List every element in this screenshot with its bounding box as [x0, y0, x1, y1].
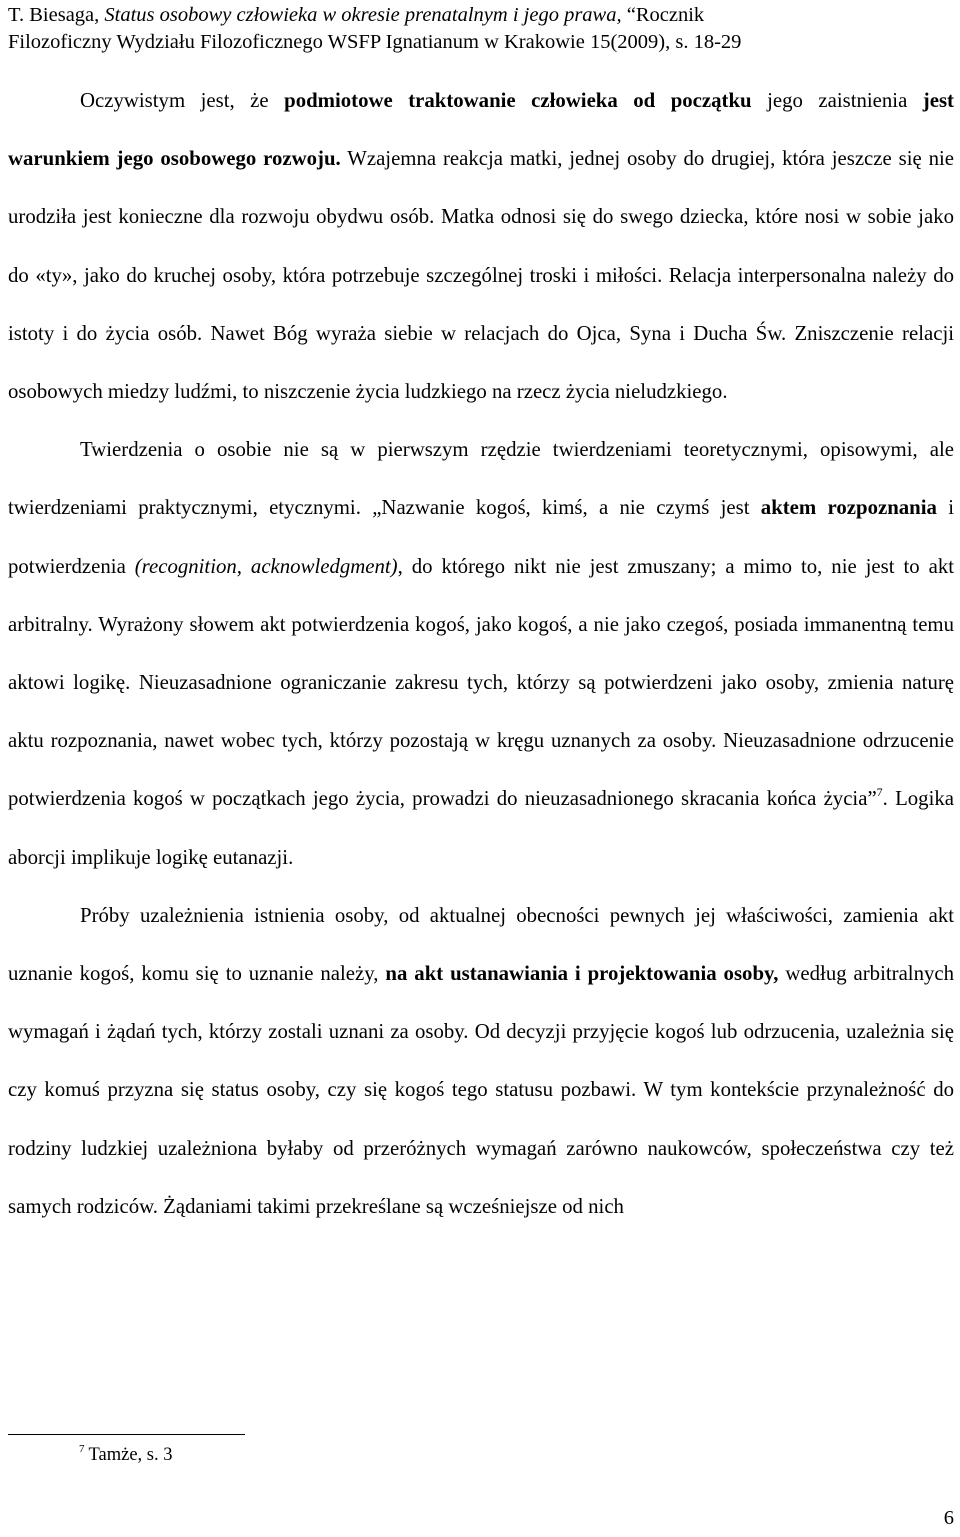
bold-run: jest warunkiem jego osobowego rozwoju.	[8, 89, 954, 171]
running-header	[8, 2, 954, 56]
text-run: . Logika aborcji implikuje logikę eutanazji.	[8, 787, 954, 869]
text-run: Oczywistym jest, że	[80, 89, 285, 112]
paragraph-1	[8, 72, 954, 421]
footnote	[79, 1443, 172, 1467]
header-journal-start: “Rocznik	[621, 4, 705, 26]
text-run: jego zaistnienia	[751, 89, 923, 112]
text-run: według arbitralnych wymagań i żądań tych, którzy zostali uznani za osoby. Od decyzji przyjęcie kogoś lub odrzucenia, uzależnia się czy komuś przyzna się status osoby, czy się kogoś tego statusu pozbawi. W tym kontekście przynależność do rodziny ludzkiej uzależniona byłaby od przeróżnych wymagań zarówno naukowców, społeczeństwa czy też samych rodziców. Żądaniami takimi przekreślane są wcześniejsze od nich	[8, 962, 954, 1218]
text-run: Twierdzenia o osobie nie są w pierwszym rzędzie twierdzeniami teoretycznymi, opisowymi, ale twierdzeniami praktycznymi, etycznymi. „Nazwanie kogoś, kimś, a nie czymś jest	[8, 438, 954, 520]
text-run: i potwierdzenia	[8, 496, 954, 578]
text-run: Wzajemna reakcja matki, jednej osoby do drugiej, która jeszcze się nie urodziła jest konieczne dla rozwoju obydwu osób. Matka odnosi się do swego dziecka, które nosi w sobie jako do «ty», jako do kruchej osoby, która potrzebuje szczególnej troski i miłości. Relacja interpersonalna należy do istoty i do życia osób. Nawet Bóg wyraża siebie w relacjach do Ojca, Syna i Ducha Św. Zniszczenie relacji osobowych miedzy ludźmi, to niszczenie życia ludzkiego na rzecz życia nieludzkiego.	[8, 147, 954, 404]
header-line-2: Filozoficzny Wydziału Filozoficznego WSFP Ignatianum w Krakowie 15(2009), s. 18-29	[8, 31, 742, 53]
footnote-reference: 7	[876, 785, 883, 800]
footnote-separator	[8, 1434, 245, 1435]
bold-run: na akt ustanawiania i projektowania osoby,	[385, 962, 779, 986]
text-run: , do którego nikt nie jest zmuszany; a mimo to, nie jest to akt arbitralny. Wyrażony słowem akt potwierdzenia kogoś, jako kogoś, a nie jako czegoś, posiada immanentną temu aktowi logikę. Nieuzasadnione ograniczanie zakresu tych, którzy są potwierdzeni jako osoby, zmienia naturę aktu rozpoznania, nawet wobec tych, którzy pozostają w kręgu uznanych za osoby. Nieuzasadnione odrzucenie potwierdzenia kogoś w początkach jego życia, prowadzi do nieuzasadnionego skracania końca życia”	[8, 554, 955, 811]
text-run: Próby uzależnienia istnienia osoby, od aktualnej obecności pewnych jej właściwości, zamienia akt uznanie kogoś, komu się to uznanie należy,	[8, 903, 954, 986]
paragraph-2	[8, 421, 954, 887]
page-number: 6	[943, 1507, 954, 1529]
header-line-1	[8, 2, 954, 29]
paragraph-3	[8, 887, 954, 1236]
footnote-number: 7	[79, 1443, 85, 1455]
header-author: T. Biesaga,	[8, 4, 100, 26]
body-text	[8, 72, 954, 1236]
italic-run: (recognition, acknowledgment)	[134, 554, 398, 578]
footnote-text: Tamże, s. 3	[88, 1445, 173, 1465]
bold-run: podmiotowe traktowanie człowieka od początku	[284, 89, 752, 112]
bold-run: aktem rozpoznania	[760, 496, 937, 520]
header-article-title: Status osobowy człowieka w okresie prenatalnym i jego prawa,	[104, 4, 622, 26]
